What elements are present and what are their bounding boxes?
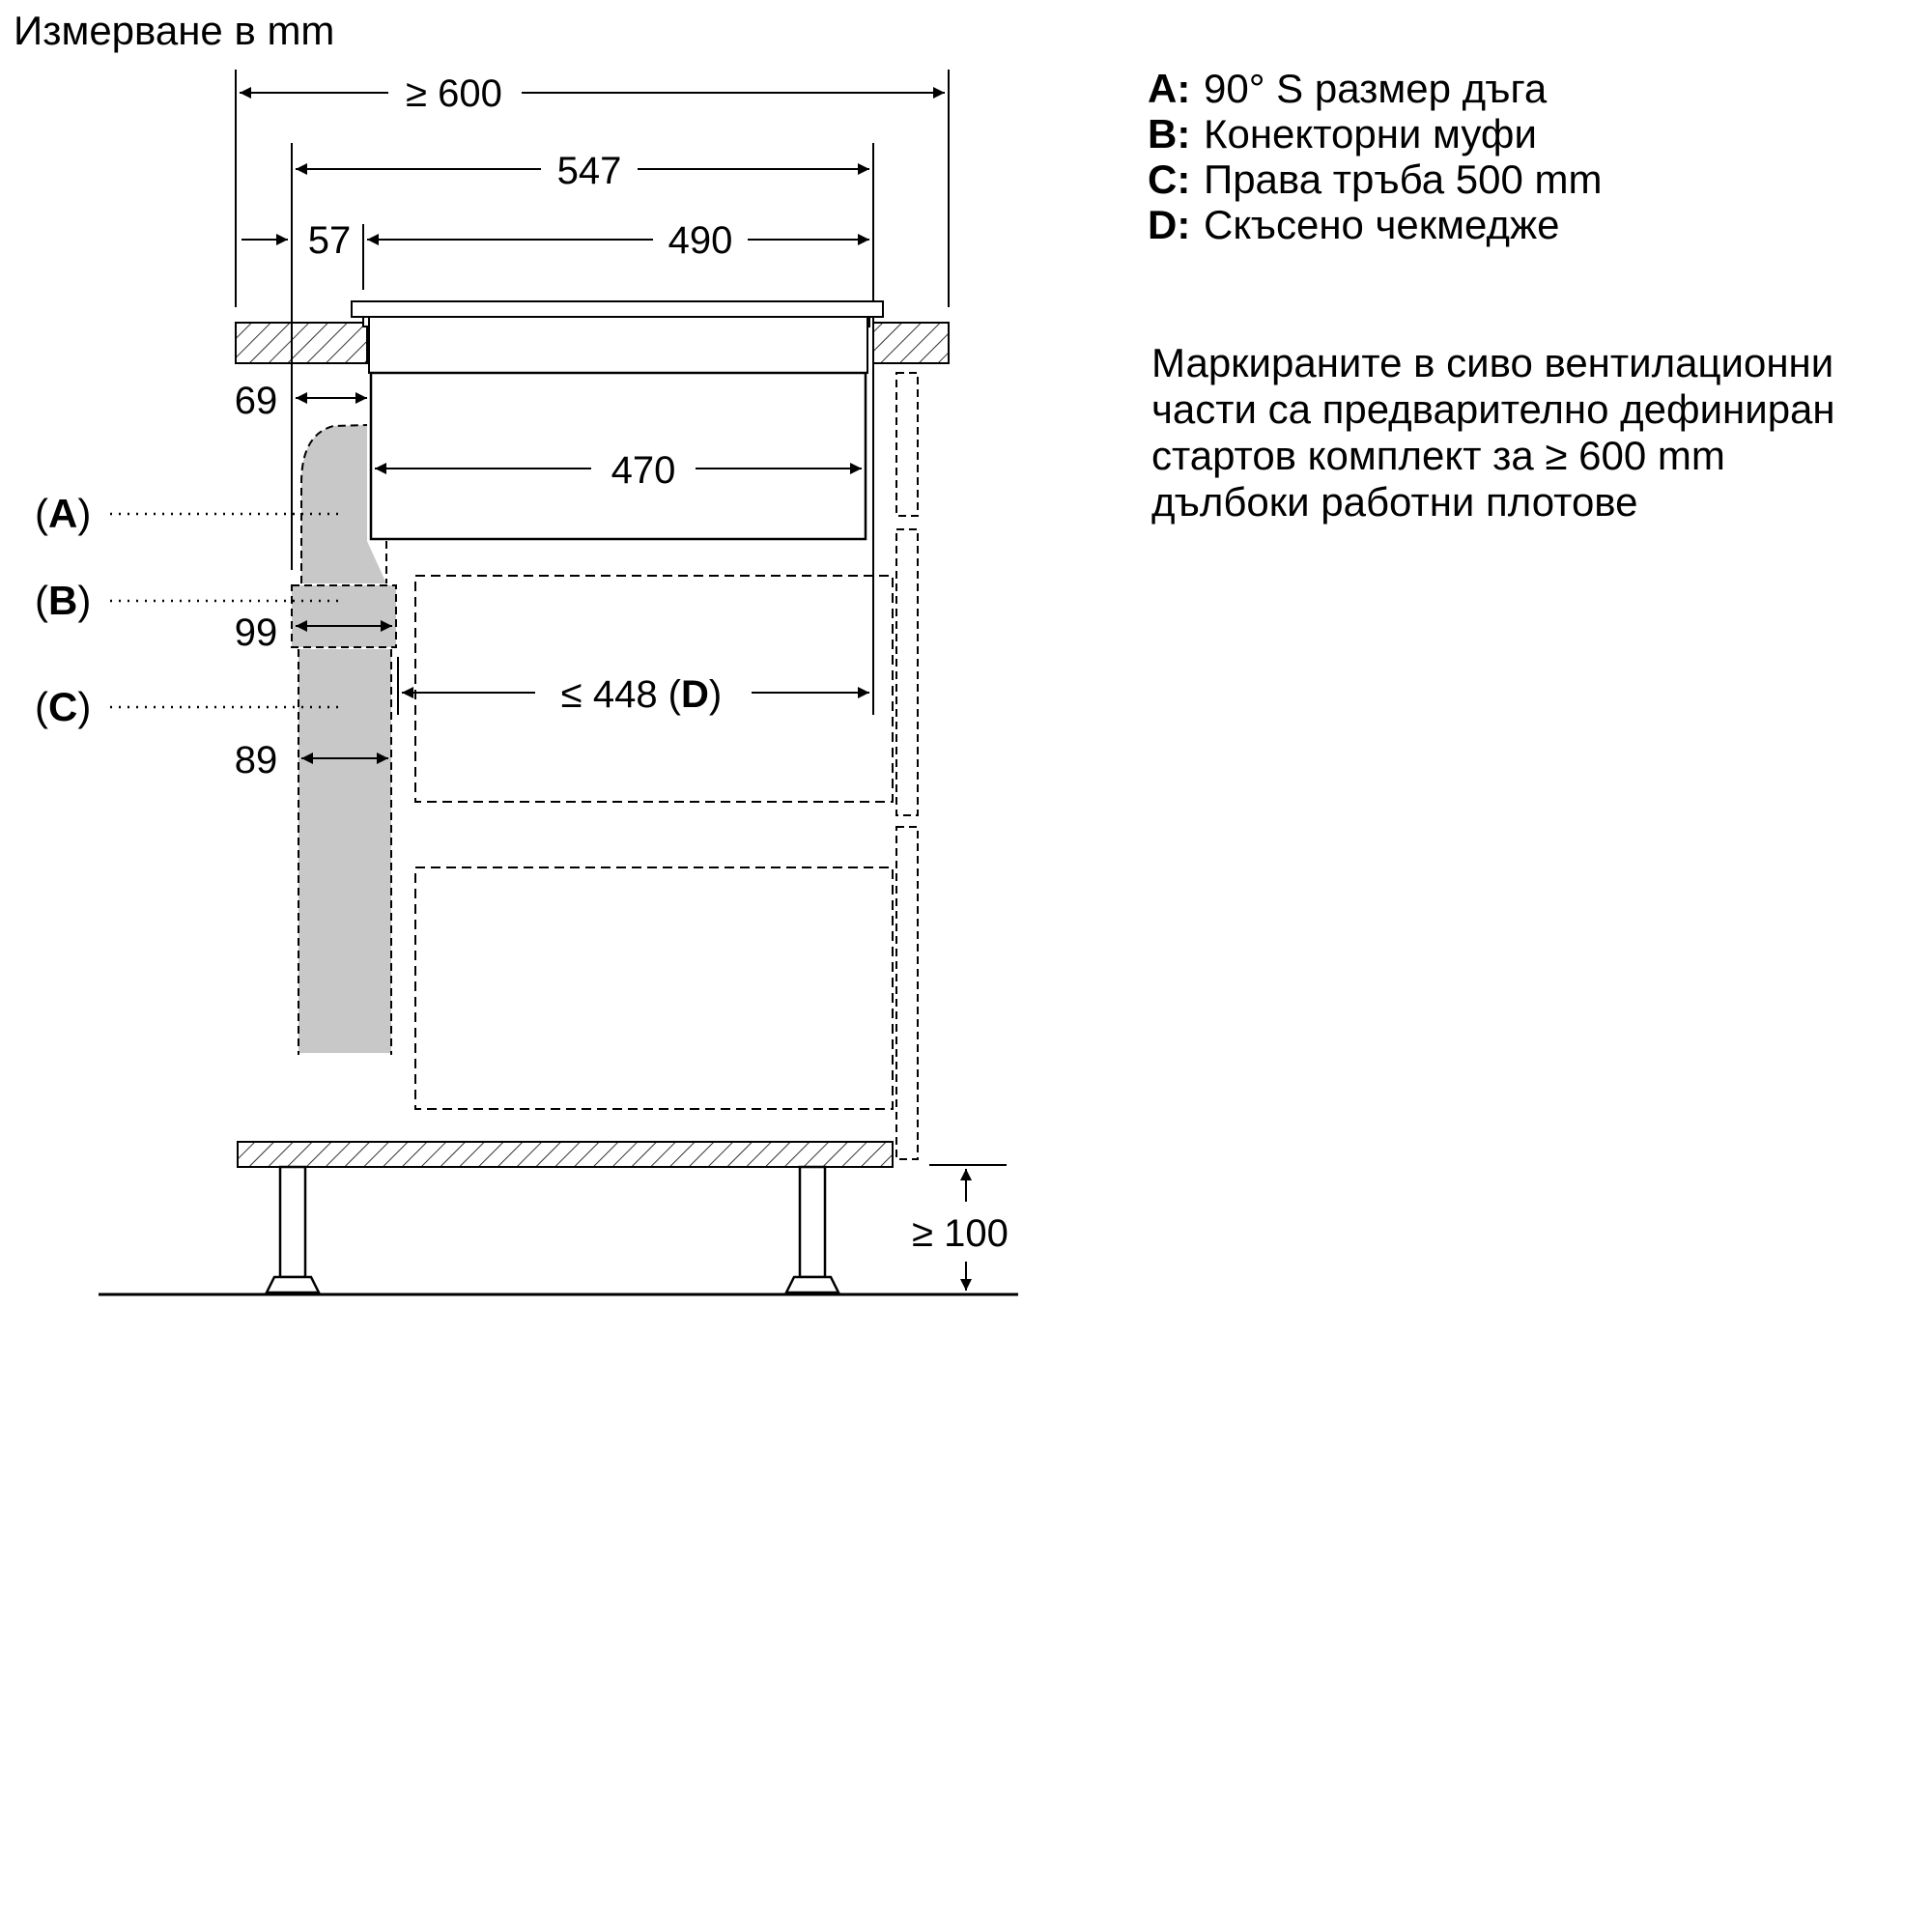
callout-b-key: B [48, 578, 78, 623]
dim-69-label: 69 [234, 380, 278, 422]
dimension-69 [235, 380, 367, 422]
dim-total-width-label: ≥ 600 [406, 72, 502, 115]
dim-drawer-depth-close: ) [708, 673, 723, 716]
legend-key-b: B: [1148, 111, 1191, 156]
note-line-3: стартов комплект за ≥ 600 mm [1151, 433, 1725, 478]
callout-a-close: ) [77, 491, 92, 536]
note [1151, 340, 1835, 525]
note-line-1: Маркираните в сиво вентилационни [1151, 340, 1834, 385]
legend-text-b: Конекторни муфи [1204, 111, 1537, 156]
legend-text-d: Скъсено чекмедже [1204, 202, 1560, 247]
hob-appliance [352, 301, 883, 539]
callout-c-open: ( [35, 684, 48, 729]
legend [1148, 66, 1602, 247]
callout-c-key: C [48, 684, 78, 729]
callout-a-open: ( [35, 491, 48, 536]
legend-text-a: 90° S размер дъга [1204, 66, 1548, 111]
note-line-4: дълбоки работни плотове [1151, 479, 1638, 525]
legend-text-c: Права тръба 500 mm [1204, 156, 1603, 202]
dimension-floor-clearance [912, 1165, 1009, 1291]
cabinet-foot-left [267, 1167, 319, 1293]
dimension-drawer-depth [402, 673, 869, 716]
note-line-2: части са предварително дефиниран [1151, 386, 1835, 432]
callout-a-key: A [48, 491, 78, 536]
cabinet-foot-right [786, 1167, 838, 1293]
dim-99-label: 99 [234, 611, 278, 654]
lower-drawer [415, 867, 893, 1109]
dim-drawer-depth-key: D [681, 673, 709, 716]
svg-text:(A) [35, 491, 91, 536]
callout-c-close: ) [77, 684, 92, 729]
callout-a [35, 491, 344, 536]
cabinet-base-plinth [238, 1142, 893, 1167]
dim-490-label: 490 [668, 219, 733, 262]
legend-key-c: C: [1148, 156, 1191, 202]
dim-470-label: 470 [611, 449, 676, 492]
dim-547-label: 547 [556, 150, 622, 192]
legend-key-d: D: [1148, 202, 1191, 247]
svg-text:(C) [35, 684, 91, 729]
dim-floor-clearance-label: ≥ 100 [912, 1212, 1009, 1255]
legend-key-a: A: [1148, 66, 1191, 111]
vent-connector-sleeve-b [292, 585, 396, 647]
dim-57-label: 57 [307, 219, 352, 262]
callout-b-close: ) [77, 578, 92, 623]
dimension-57-490 [242, 219, 869, 290]
svg-text:(B) [35, 578, 91, 623]
measure-title: Измерване в mm [14, 8, 335, 53]
callout-b-open: ( [35, 578, 48, 623]
cabinet-back-panel [896, 373, 918, 1159]
dim-89-label: 89 [234, 739, 278, 781]
svg-text:≤ 448 (D) [561, 673, 722, 716]
dim-drawer-depth-label: ≤ 448 ( [560, 673, 682, 716]
vent-straight-pipe-c [298, 649, 391, 1055]
